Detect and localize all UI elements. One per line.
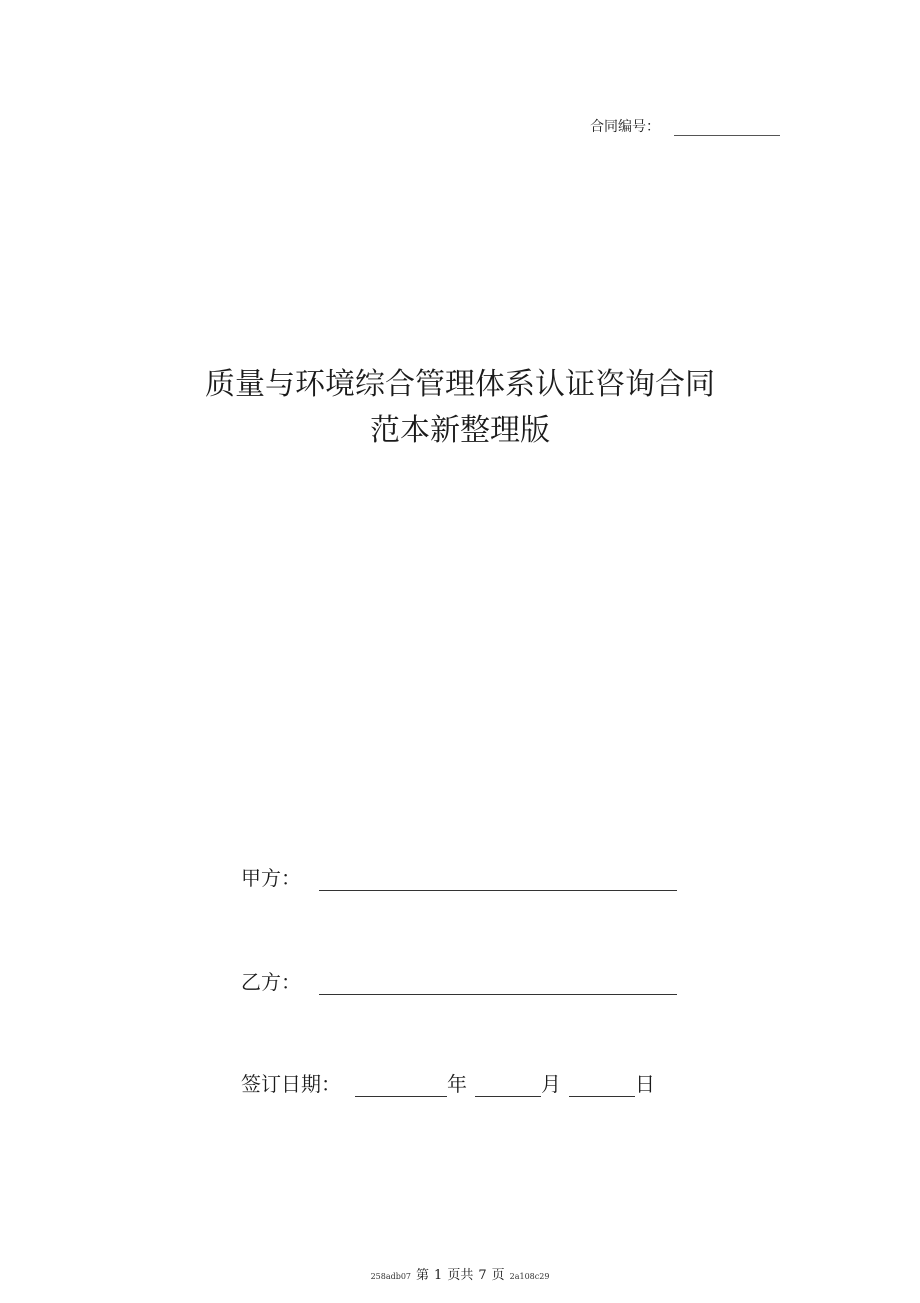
- party-b-blank[interactable]: [319, 974, 677, 995]
- signing-day-blank[interactable]: [569, 1076, 635, 1097]
- contract-number-blank[interactable]: [674, 120, 780, 136]
- signing-day-label: 日: [635, 1072, 655, 1096]
- contract-number-field: [590, 116, 780, 136]
- signing-month-blank[interactable]: [475, 1076, 541, 1097]
- contract-number-label: 合同编号：: [590, 119, 660, 135]
- document-title: [0, 362, 920, 454]
- page-footer: [0, 1264, 920, 1283]
- footer-code-right: 2a108c29: [509, 1272, 550, 1281]
- footer-page-total: 7: [478, 1268, 487, 1283]
- signing-year-label: 年: [447, 1072, 467, 1096]
- title-line-2: 范本新整理版: [370, 413, 550, 448]
- footer-page-suffix: 页: [491, 1268, 505, 1283]
- footer-code-left: 258adb07: [370, 1272, 412, 1281]
- signing-date-label: 签订日期：: [241, 1072, 341, 1096]
- footer-page-mid: 页共: [447, 1268, 474, 1283]
- party-b-row: [241, 966, 677, 995]
- footer-page-current: 1: [434, 1268, 443, 1283]
- party-b-label: 乙方：: [241, 970, 301, 994]
- party-a-label: 甲方：: [241, 866, 301, 890]
- footer-page-prefix: 第: [416, 1268, 430, 1283]
- party-a-row: [241, 862, 677, 891]
- signing-date-row: [241, 1068, 655, 1097]
- title-line-1: 质量与环境综合管理体系认证咨询合同: [205, 367, 715, 402]
- signing-year-blank[interactable]: [355, 1076, 447, 1097]
- party-a-blank[interactable]: [319, 870, 677, 891]
- signing-month-label: 月: [541, 1072, 561, 1096]
